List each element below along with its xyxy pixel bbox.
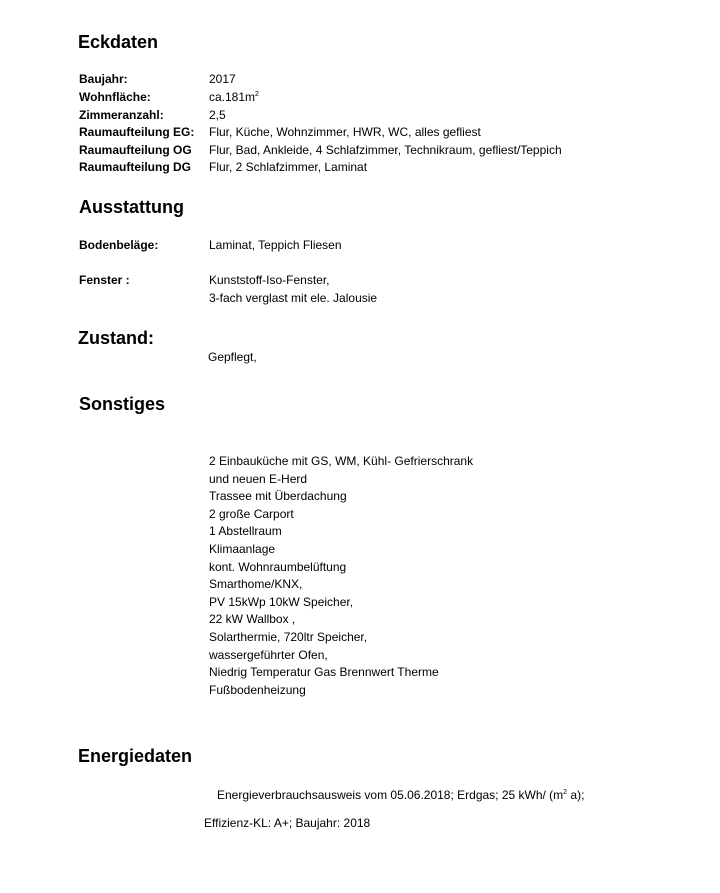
wohnflaeche-value <box>209 89 259 107</box>
list-item: Niedrig Temperatur Gas Brennwert Therme <box>209 665 439 680</box>
zustand-value: Gepflegt, <box>208 350 257 364</box>
list-item: 22 kW Wallbox , <box>209 612 296 627</box>
list-item: Klimaanlage <box>209 541 276 556</box>
raumaufteilung-og-value: Flur, Bad, Ankleide, 4 Schlafzimmer, Technikraum, gefliest/Teppich <box>209 143 562 157</box>
wohnflaeche-exponent: 2 <box>255 91 259 98</box>
fenster-value-line2: 3-fach verglast mit ele. Jalousie <box>209 291 378 305</box>
fenster-value-line1: Kunststoff-Iso-Fenster, <box>209 273 330 287</box>
energieausweis-suffix: a); <box>567 788 585 802</box>
list-item: wassergeführter Ofen, <box>209 647 328 662</box>
wohnflaeche-label: Wohnfläche: <box>79 90 151 104</box>
list-item: Fußbodenheizung <box>209 682 306 697</box>
section-heading-ausstattung: Ausstattung <box>79 197 184 217</box>
baujahr-value: 2017 <box>209 72 236 86</box>
section-heading-sonstiges: Sonstiges <box>79 394 166 414</box>
raumaufteilung-og-label: Raumaufteilung OG <box>79 143 192 157</box>
section-heading-energiedaten: Energiedaten <box>78 746 193 766</box>
list-item: und neuen E-Herd <box>209 471 308 486</box>
raumaufteilung-dg-value: Flur, 2 Schlafzimmer, Laminat <box>209 160 368 174</box>
fenster-label: Fenster : <box>79 273 130 287</box>
sonstiges-list <box>209 453 473 699</box>
list-item: PV 15kWp 10kW Speicher, <box>209 594 354 609</box>
section-heading-zustand: Zustand: <box>78 328 154 348</box>
section-heading-eckdaten: Eckdaten <box>78 32 159 52</box>
raumaufteilung-dg-label: Raumaufteilung DG <box>79 160 192 174</box>
raumaufteilung-eg-value: Flur, Küche, Wohnzimmer, HWR, WC, alles gefliest <box>209 125 481 139</box>
bodenbelaege-value: Laminat, Teppich Fliesen <box>209 238 342 252</box>
energieausweis-line <box>217 787 584 805</box>
energieausweis-exponent: 2 <box>563 789 568 796</box>
bodenbelaege-label: Bodenbeläge: <box>79 238 159 252</box>
list-item: 2 Einbauküche mit GS, WM, Kühl- Gefrierschrank <box>209 454 474 468</box>
list-item: Smarthome/KNX, <box>209 577 303 592</box>
list-item: 1 Abstellraum <box>209 524 282 539</box>
list-item: Trassee mit Überdachung <box>209 489 347 504</box>
raumaufteilung-eg-label: Raumaufteilung EG: <box>79 125 195 139</box>
zimmeranzahl-value: 2,5 <box>209 108 226 122</box>
baujahr-label: Baujahr: <box>79 72 128 86</box>
zimmeranzahl-label: Zimmeranzahl: <box>79 108 164 122</box>
list-item: Solarthermie, 720ltr Speicher, <box>209 629 368 644</box>
energieausweis-text: Energieverbrauchsausweis vom 05.06.2018; Erdgas; 25 kWh/ (m <box>217 788 564 802</box>
list-item: 2 große Carport <box>209 506 294 521</box>
wohnflaeche-number: ca.181m <box>209 90 256 104</box>
list-item: kont. Wohnraumbelüftung <box>209 559 347 574</box>
effizienzklasse-line: Effizienz-KL: A+; Baujahr: 2018 <box>204 816 371 830</box>
